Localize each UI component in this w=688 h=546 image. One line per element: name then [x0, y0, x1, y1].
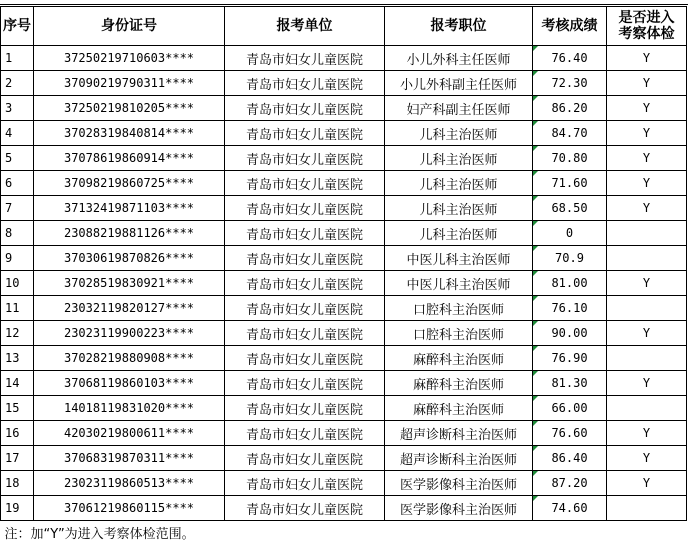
cell-seq: 4	[1, 121, 34, 146]
table-row	[1, 421, 687, 446]
cell-position: 儿科主治医师	[385, 171, 533, 196]
cell-unit: 青岛市妇女儿童医院	[225, 96, 385, 121]
cell-id: 23023119860513****	[34, 471, 225, 496]
cell-score: 86.40	[533, 446, 607, 471]
cell-seq: 18	[1, 471, 34, 496]
cell-score: 76.60	[533, 421, 607, 446]
table-row	[1, 471, 687, 496]
cell-unit: 青岛市妇女儿童医院	[225, 71, 385, 96]
cell-score: 66.00	[533, 396, 607, 421]
cell-id: 37028319840814****	[34, 121, 225, 146]
cell-position: 儿科主治医师	[385, 221, 533, 246]
cell-id: 37030619870826****	[34, 246, 225, 271]
table-row	[1, 46, 687, 71]
table-row	[1, 271, 687, 296]
cell-unit: 青岛市妇女儿童医院	[225, 271, 385, 296]
table-body	[1, 46, 687, 521]
cell-score: 76.90	[533, 346, 607, 371]
table-row	[1, 246, 687, 271]
cell-unit: 青岛市妇女儿童医院	[225, 371, 385, 396]
cell-unit: 青岛市妇女儿童医院	[225, 471, 385, 496]
cell-seq: 5	[1, 146, 34, 171]
cell-id: 37090219790311****	[34, 71, 225, 96]
cell-score: 86.20	[533, 96, 607, 121]
cell-score: 68.50	[533, 196, 607, 221]
table-row	[1, 96, 687, 121]
cell-unit: 青岛市妇女儿童医院	[225, 321, 385, 346]
cell-pass: Y	[607, 446, 687, 471]
cell-position: 中医儿科主治医师	[385, 246, 533, 271]
cell-id: 37132419871103****	[34, 196, 225, 221]
cell-pass: Y	[607, 171, 687, 196]
table-row	[1, 121, 687, 146]
cell-pass: Y	[607, 121, 687, 146]
cell-score: 71.60	[533, 171, 607, 196]
cell-pass	[607, 346, 687, 371]
cell-seq: 14	[1, 371, 34, 396]
cell-pass: Y	[607, 271, 687, 296]
cell-id: 37068119860103****	[34, 371, 225, 396]
table-row	[1, 496, 687, 521]
cell-pass: Y	[607, 196, 687, 221]
cell-unit: 青岛市妇女儿童医院	[225, 196, 385, 221]
table-row	[1, 346, 687, 371]
cell-score: 81.00	[533, 271, 607, 296]
cell-id: 37028519830921****	[34, 271, 225, 296]
cell-unit: 青岛市妇女儿童医院	[225, 246, 385, 271]
cell-pass: Y	[607, 96, 687, 121]
cell-seq: 3	[1, 96, 34, 121]
cell-seq: 1	[1, 46, 34, 71]
cell-position: 口腔科主治医师	[385, 321, 533, 346]
cell-score: 76.40	[533, 46, 607, 71]
cell-id: 37250219810205****	[34, 96, 225, 121]
cell-pass: Y	[607, 321, 687, 346]
table-row	[1, 221, 687, 246]
cell-position: 妇产科副主任医师	[385, 96, 533, 121]
cell-pass: Y	[607, 421, 687, 446]
cell-pass: Y	[607, 371, 687, 396]
header-pass: 是否进入考察体检	[607, 7, 687, 46]
cell-pass: Y	[607, 46, 687, 71]
cell-seq: 10	[1, 271, 34, 296]
cell-seq: 7	[1, 196, 34, 221]
results-table	[0, 6, 687, 543]
cell-seq: 6	[1, 171, 34, 196]
cell-seq: 17	[1, 446, 34, 471]
table-row	[1, 71, 687, 96]
cell-seq: 11	[1, 296, 34, 321]
cell-id: 14018119831020****	[34, 396, 225, 421]
cell-seq: 8	[1, 221, 34, 246]
cell-score: 90.00	[533, 321, 607, 346]
cell-position: 小儿外科副主任医师	[385, 71, 533, 96]
cell-pass: Y	[607, 471, 687, 496]
cell-id: 23032119820127****	[34, 296, 225, 321]
cell-seq: 9	[1, 246, 34, 271]
header-unit: 报考单位	[225, 7, 385, 46]
cell-seq: 15	[1, 396, 34, 421]
cell-pass	[607, 246, 687, 271]
cell-unit: 青岛市妇女儿童医院	[225, 121, 385, 146]
cell-id: 37061219860115****	[34, 496, 225, 521]
table-row	[1, 146, 687, 171]
table-row	[1, 296, 687, 321]
cell-id: 23088219881126****	[34, 221, 225, 246]
header-id: 身份证号	[34, 7, 225, 46]
cell-position: 超声诊断科主治医师	[385, 446, 533, 471]
cell-position: 医学影像科主治医师	[385, 471, 533, 496]
cell-unit: 青岛市妇女儿童医院	[225, 221, 385, 246]
cell-unit: 青岛市妇女儿童医院	[225, 421, 385, 446]
header-score: 考核成绩	[533, 7, 607, 46]
cell-position: 儿科主治医师	[385, 196, 533, 221]
cell-id: 37078619860914****	[34, 146, 225, 171]
results-sheet	[0, 6, 688, 543]
cell-pass: Y	[607, 146, 687, 171]
cell-id: 37068319870311****	[34, 446, 225, 471]
cell-seq: 19	[1, 496, 34, 521]
cell-id: 42030219800611****	[34, 421, 225, 446]
header-position: 报考职位	[385, 7, 533, 46]
table-row	[1, 171, 687, 196]
header-row	[1, 7, 687, 46]
cell-position: 儿科主治医师	[385, 146, 533, 171]
table-row	[1, 396, 687, 421]
cell-id: 37250219710603****	[34, 46, 225, 71]
cell-unit: 青岛市妇女儿童医院	[225, 296, 385, 321]
cell-unit: 青岛市妇女儿童医院	[225, 446, 385, 471]
cell-score: 76.10	[533, 296, 607, 321]
cell-pass	[607, 296, 687, 321]
cell-unit: 青岛市妇女儿童医院	[225, 146, 385, 171]
cell-seq: 2	[1, 71, 34, 96]
cell-position: 小儿外科主任医师	[385, 46, 533, 71]
footnote: 注：加“Y”为进入考察体检范围。	[4, 526, 195, 542]
table-row	[1, 196, 687, 221]
note-row	[1, 521, 687, 544]
cell-score: 0	[533, 221, 607, 246]
cell-pass	[607, 496, 687, 521]
cell-unit: 青岛市妇女儿童医院	[225, 496, 385, 521]
cell-score: 81.30	[533, 371, 607, 396]
cell-score: 70.80	[533, 146, 607, 171]
cell-position: 儿科主治医师	[385, 121, 533, 146]
cell-position: 医学影像科主治医师	[385, 496, 533, 521]
cell-seq: 13	[1, 346, 34, 371]
cell-pass: Y	[607, 71, 687, 96]
cell-position: 中医儿科主治医师	[385, 271, 533, 296]
cell-unit: 青岛市妇女儿童医院	[225, 171, 385, 196]
cell-unit: 青岛市妇女儿童医院	[225, 396, 385, 421]
table-row	[1, 446, 687, 471]
cell-position: 口腔科主治医师	[385, 296, 533, 321]
cell-position: 超声诊断科主治医师	[385, 421, 533, 446]
cell-pass	[607, 396, 687, 421]
cell-score: 87.20	[533, 471, 607, 496]
cell-unit: 青岛市妇女儿童医院	[225, 46, 385, 71]
cell-unit: 青岛市妇女儿童医院	[225, 346, 385, 371]
cell-score: 72.30	[533, 71, 607, 96]
cell-id: 37028219880908****	[34, 346, 225, 371]
cell-seq: 12	[1, 321, 34, 346]
cell-pass	[607, 221, 687, 246]
cell-id: 23023119900223****	[34, 321, 225, 346]
cell-id: 37098219860725****	[34, 171, 225, 196]
header-seq: 序号	[1, 7, 34, 46]
table-row	[1, 321, 687, 346]
cell-score: 84.70	[533, 121, 607, 146]
cell-position: 麻醉科主治医师	[385, 396, 533, 421]
cell-seq: 16	[1, 421, 34, 446]
table-row	[1, 371, 687, 396]
cell-position: 麻醉科主治医师	[385, 346, 533, 371]
cell-score: 74.60	[533, 496, 607, 521]
cell-score: 70.9	[533, 246, 607, 271]
cell-position: 麻醉科主治医师	[385, 371, 533, 396]
